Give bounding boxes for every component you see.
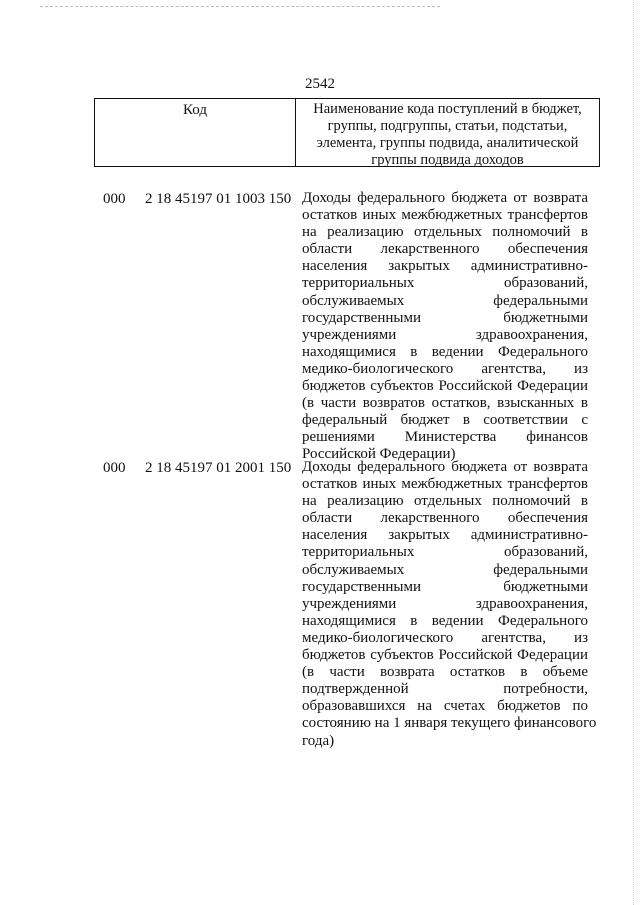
- description-line: медико-биологического агентства, из: [302, 629, 588, 646]
- description-line: на реализацию отдельных полномочий в: [302, 493, 588, 510]
- description-line: остатков иных межбюджетных трансфертов: [302, 476, 588, 493]
- description-line: области лекарственного обеспечения: [302, 241, 588, 258]
- description-line: обслуживаемых федеральными: [302, 561, 588, 578]
- revenue-code: 2 18 45197 01 2001 150: [145, 460, 292, 476]
- description-line: Доходы федерального бюджета от возврата: [302, 459, 588, 475]
- revenue-description: [302, 190, 588, 464]
- description-line: территориальных образований,: [302, 275, 588, 292]
- description-line: (в части возвратов остатков, взысканных в: [302, 395, 588, 412]
- page-number: 2542: [305, 76, 335, 92]
- table-header: [94, 98, 600, 167]
- description-line: решениями Министерства финансов: [302, 429, 588, 446]
- header-name-column: Наименование кода поступлений в бюджет, группы, подгруппы, статьи, подстатьи, элемента, группы подвида, аналитической группы подвида доходов: [313, 101, 582, 168]
- description-line: находящимися в ведении Федерального: [302, 612, 588, 629]
- description-line: области лекарственного обеспечения: [302, 510, 588, 527]
- description-line: остатков иных межбюджетных трансфертов: [302, 207, 588, 224]
- description-line: года): [302, 732, 335, 749]
- description-line: (в части возврата остатков в объеме: [302, 664, 588, 681]
- admin-code: 000: [103, 460, 126, 476]
- description-line: учреждениями здравоохранения,: [302, 595, 588, 612]
- scan-top-rule: [40, 6, 440, 7]
- description-line: медико-биологического агентства, из: [302, 360, 588, 377]
- description-line: образовавшихся на счетах бюджетов по: [302, 698, 588, 715]
- header-code-column: Код: [95, 99, 296, 166]
- description-line: населения закрытых административно-: [302, 527, 588, 544]
- description-line: населения закрытых административно-: [302, 258, 588, 275]
- revenue-code: 2 18 45197 01 1003 150: [145, 191, 292, 207]
- description-line: государственными бюджетными: [302, 309, 588, 326]
- description-line: федеральный бюджет в соответствии с: [302, 412, 588, 429]
- scan-right-edge: [633, 0, 634, 905]
- description-line: состоянию на 1 января текущего финансового: [302, 715, 597, 732]
- description-line: учреждениями здравоохранения,: [302, 326, 588, 343]
- admin-code: 000: [103, 191, 126, 207]
- description-line: государственными бюджетными: [302, 578, 588, 595]
- description-line: на реализацию отдельных полномочий в: [302, 224, 588, 241]
- description-line: территориальных образований,: [302, 544, 588, 561]
- revenue-description: [302, 459, 597, 750]
- description-line: бюджетов субъектов Российской Федерации: [302, 378, 588, 395]
- description-line: обслуживаемых федеральными: [302, 292, 588, 309]
- description-line: бюджетов субъектов Российской Федерации: [302, 647, 588, 664]
- description-line: подтвержденной потребности,: [302, 681, 588, 698]
- description-line: Доходы федерального бюджета от возврата: [302, 190, 588, 206]
- description-line: Российской Федерации): [302, 446, 456, 463]
- description-line: находящимися в ведении Федерального: [302, 343, 588, 360]
